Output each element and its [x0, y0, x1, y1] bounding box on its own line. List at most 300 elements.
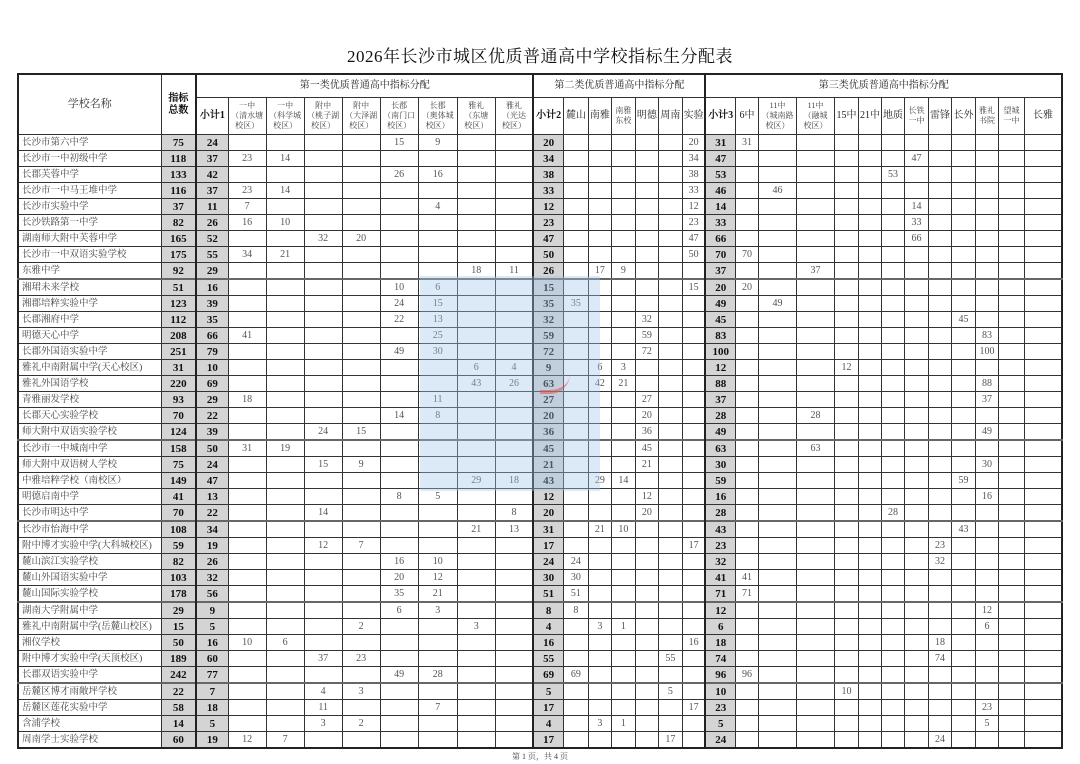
quota-cell-dt [457, 538, 495, 554]
quota-cell-sy: 15 [682, 279, 705, 296]
quota-cell-kxc: 21 [266, 247, 304, 263]
school-name-cell: 长沙市怡海中学 [18, 521, 161, 538]
col-header-z15: 15中 [834, 98, 858, 135]
quota-cell-dz [881, 199, 904, 215]
quota-cell-z6 [735, 732, 758, 749]
quota-cell-s1: 9 [196, 602, 228, 619]
quota-cell-wc [998, 586, 1024, 603]
quota-cell-aot: 13 [418, 312, 457, 328]
quota-cell-ct [904, 554, 928, 570]
quota-cell-z21 [858, 521, 881, 538]
quota-cell-s3: 28 [705, 505, 735, 522]
quota-cell-cy [1025, 505, 1063, 522]
quota-cell-dzh [342, 360, 380, 376]
quota-cell-zn [658, 667, 682, 684]
quota-cell-gd: 11 [495, 263, 533, 280]
quota-cell-lf: 32 [928, 554, 951, 570]
quota-cell-tzh [304, 328, 342, 344]
quota-cell-tzh [304, 570, 342, 586]
quota-cell-z6 [735, 312, 758, 328]
quota-cell-cn11 [758, 457, 796, 473]
quota-cell-lf: 24 [928, 732, 951, 749]
quota-cell-ct [904, 716, 928, 732]
quota-cell-rc11 [796, 457, 834, 473]
quota-cell-ct [904, 312, 928, 328]
quota-cell-wc [998, 167, 1024, 183]
quota-cell-zn [658, 586, 682, 603]
quota-cell-cw [951, 700, 975, 716]
quota-cell-s3: 28 [705, 408, 735, 424]
quota-cell-rc11: 28 [796, 408, 834, 424]
quota-cell-ny [588, 247, 611, 263]
table-row [18, 408, 1062, 424]
quota-cell-cw [951, 667, 975, 684]
quota-cell-lf [928, 489, 951, 505]
quota-cell-s2: 4 [533, 716, 563, 732]
quota-cell-md [635, 602, 658, 619]
table-row [18, 538, 1062, 554]
table-row [18, 312, 1062, 328]
quota-cell-s1: 5 [196, 619, 228, 635]
quota-cell-sy [682, 554, 705, 570]
quota-cell-zn [658, 602, 682, 619]
school-name-cell: 岳麓区莲花实验中学 [18, 700, 161, 716]
quota-cell-kxc [266, 296, 304, 312]
quota-cell-rc11 [796, 473, 834, 489]
quota-cell-nydx [611, 408, 635, 424]
quota-cell-dz [881, 344, 904, 360]
quota-cell-md [635, 619, 658, 635]
quota-cell-dt [457, 328, 495, 344]
quota-cell-dz: 28 [881, 505, 904, 522]
quota-cell-s2: 69 [533, 667, 563, 684]
quota-cell-tzh [304, 247, 342, 263]
quota-cell-kxc [266, 505, 304, 522]
quota-cell-md: 20 [635, 408, 658, 424]
quota-cell-ny [588, 199, 611, 215]
quota-cell-wc [998, 199, 1024, 215]
quota-cell-rc11 [796, 716, 834, 732]
quota-cell-cy [1025, 700, 1063, 716]
quota-cell-md [635, 135, 658, 151]
page-title: 2026年长沙市城区优质普通高中学校指标生分配表 [347, 47, 733, 66]
quota-cell-aot: 10 [418, 554, 457, 570]
quota-cell-cy [1025, 651, 1063, 667]
quota-cell-nydx [611, 732, 635, 749]
quota-cell-ct [904, 586, 928, 603]
quota-cell-ny [588, 570, 611, 586]
quota-cell-zn [658, 619, 682, 635]
quota-cell-nydx [611, 683, 635, 700]
quota-cell-qst: 7 [228, 199, 266, 215]
quota-cell-nydx [611, 586, 635, 603]
quota-cell-ls: 69 [563, 667, 588, 684]
quota-cell-aot [418, 440, 457, 457]
quota-cell-s2: 9 [533, 360, 563, 376]
quota-cell-s1: 52 [196, 231, 228, 247]
quota-cell-lf [928, 183, 951, 199]
col-header-ny: 南雅 [588, 98, 611, 135]
quota-cell-lf [928, 408, 951, 424]
quota-cell-z21 [858, 424, 881, 441]
quota-cell-ls [563, 473, 588, 489]
quota-cell-s2: 30 [533, 570, 563, 586]
quota-cell-rc11 [796, 376, 834, 392]
quota-cell-zn [658, 344, 682, 360]
quota-cell-dz [881, 296, 904, 312]
quota-cell-s2: 20 [533, 505, 563, 522]
quota-cell-ny [588, 424, 611, 441]
quota-cell-tzh [304, 440, 342, 457]
total-quota-cell: 15 [161, 619, 196, 635]
quota-cell-sy [682, 392, 705, 408]
quota-cell-nydx [611, 554, 635, 570]
quota-cell-lf [928, 279, 951, 296]
quota-cell-cy [1025, 328, 1063, 344]
quota-cell-dt [457, 602, 495, 619]
school-name-cell: 师大附中双语树人学校 [18, 457, 161, 473]
total-quota-cell: 37 [161, 199, 196, 215]
quota-cell-md: 12 [635, 489, 658, 505]
quota-cell-cw: 59 [951, 473, 975, 489]
quota-cell-ylsy: 23 [975, 700, 998, 716]
table-row [18, 700, 1062, 716]
quota-cell-sy [682, 473, 705, 489]
quota-cell-ct [904, 683, 928, 700]
quota-cell-s2: 38 [533, 167, 563, 183]
quota-cell-tzh: 3 [304, 716, 342, 732]
quota-cell-aot [418, 231, 457, 247]
quota-cell-ls [563, 135, 588, 151]
quota-cell-qst [228, 360, 266, 376]
quota-cell-lf [928, 376, 951, 392]
quota-cell-nydx [611, 151, 635, 167]
quota-cell-z6 [735, 489, 758, 505]
quota-cell-md [635, 538, 658, 554]
quota-cell-cw [951, 183, 975, 199]
quota-cell-rc11 [796, 167, 834, 183]
quota-cell-dt [457, 489, 495, 505]
quota-cell-tzh: 32 [304, 231, 342, 247]
quota-cell-dzh [342, 489, 380, 505]
quota-cell-z15 [834, 602, 858, 619]
quota-cell-nydx [611, 457, 635, 473]
quota-cell-z6 [735, 215, 758, 231]
quota-cell-sy [682, 440, 705, 457]
quota-cell-nmk [380, 700, 418, 716]
quota-cell-rc11 [796, 296, 834, 312]
quota-cell-s1: 35 [196, 312, 228, 328]
quota-cell-qst [228, 344, 266, 360]
school-name-cell: 长沙市一中双语实验学校 [18, 247, 161, 263]
quota-cell-s3: 49 [705, 296, 735, 312]
quota-cell-ct [904, 570, 928, 586]
quota-cell-tzh [304, 151, 342, 167]
quota-cell-ylsy: 12 [975, 602, 998, 619]
quota-cell-s1: 16 [196, 635, 228, 651]
quota-cell-gd [495, 167, 533, 183]
quota-cell-dzh [342, 247, 380, 263]
quota-cell-dt [457, 215, 495, 231]
quota-cell-s3: 83 [705, 328, 735, 344]
quota-cell-cw [951, 231, 975, 247]
quota-cell-s3: 23 [705, 700, 735, 716]
quota-cell-md [635, 360, 658, 376]
quota-cell-cy [1025, 586, 1063, 603]
quota-cell-wc [998, 263, 1024, 280]
quota-cell-s2: 43 [533, 473, 563, 489]
quota-cell-dzh: 2 [342, 716, 380, 732]
quota-cell-cw [951, 538, 975, 554]
quota-cell-dt [457, 667, 495, 684]
total-quota-cell: 70 [161, 505, 196, 522]
quota-cell-zn [658, 151, 682, 167]
quota-cell-dt [457, 683, 495, 700]
quota-cell-ny [588, 167, 611, 183]
quota-cell-s3: 23 [705, 538, 735, 554]
quota-cell-z21 [858, 586, 881, 603]
quota-cell-qst [228, 424, 266, 441]
quota-cell-s3: 45 [705, 312, 735, 328]
quota-cell-s3: 6 [705, 619, 735, 635]
quota-cell-kxc [266, 424, 304, 441]
quota-cell-rc11 [796, 505, 834, 522]
quota-cell-z15 [834, 505, 858, 522]
quota-cell-zn: 17 [658, 732, 682, 749]
quota-cell-aot: 12 [418, 570, 457, 586]
quota-cell-cn11 [758, 716, 796, 732]
quota-cell-cn11 [758, 440, 796, 457]
quota-cell-tzh [304, 183, 342, 199]
total-quota-cell: 103 [161, 570, 196, 586]
quota-cell-ct [904, 376, 928, 392]
quota-cell-ylsy: 6 [975, 619, 998, 635]
quota-cell-s1: 37 [196, 151, 228, 167]
quota-cell-md [635, 263, 658, 280]
quota-cell-wc [998, 602, 1024, 619]
quota-cell-z21 [858, 457, 881, 473]
quota-cell-aot [418, 505, 457, 522]
quota-cell-lf [928, 683, 951, 700]
quota-cell-cn11 [758, 408, 796, 424]
quota-cell-lf [928, 457, 951, 473]
quota-cell-tzh [304, 635, 342, 651]
table-row [18, 716, 1062, 732]
quota-cell-s1: 77 [196, 667, 228, 684]
group-header-class3: 第三类优质普通高中指标分配 [705, 74, 1062, 98]
quota-cell-s1: 32 [196, 570, 228, 586]
quota-cell-cw [951, 619, 975, 635]
quota-cell-kxc [266, 570, 304, 586]
quota-cell-nydx [611, 279, 635, 296]
school-name-cell: 长沙市一中初级中学 [18, 151, 161, 167]
quota-cell-dt [457, 440, 495, 457]
school-name-cell: 湘仪学校 [18, 635, 161, 651]
quota-cell-ct [904, 521, 928, 538]
quota-cell-ylsy [975, 554, 998, 570]
quota-cell-cy [1025, 440, 1063, 457]
quota-cell-z6 [735, 619, 758, 635]
quota-cell-dz [881, 135, 904, 151]
quota-cell-zn [658, 215, 682, 231]
quota-cell-tzh [304, 279, 342, 296]
quota-cell-cy [1025, 732, 1063, 749]
quota-cell-ylsy [975, 231, 998, 247]
quota-cell-ct: 14 [904, 199, 928, 215]
quota-cell-tzh [304, 135, 342, 151]
quota-cell-sy: 38 [682, 167, 705, 183]
quota-cell-cw [951, 247, 975, 263]
table-row [18, 602, 1062, 619]
quota-cell-dt [457, 392, 495, 408]
total-quota-cell: 14 [161, 716, 196, 732]
quota-cell-gd [495, 135, 533, 151]
quota-cell-s3: 46 [705, 183, 735, 199]
quota-cell-ct [904, 408, 928, 424]
quota-cell-gd [495, 716, 533, 732]
quota-cell-zn [658, 231, 682, 247]
quota-cell-qst [228, 570, 266, 586]
quota-cell-s3: 37 [705, 263, 735, 280]
quota-cell-aot: 16 [418, 167, 457, 183]
quota-cell-kxc: 19 [266, 440, 304, 457]
quota-cell-z15 [834, 279, 858, 296]
quota-cell-zn [658, 392, 682, 408]
quota-cell-gd [495, 440, 533, 457]
quota-cell-qst [228, 683, 266, 700]
total-quota-cell: 112 [161, 312, 196, 328]
quota-cell-cn11 [758, 521, 796, 538]
quota-cell-cy [1025, 360, 1063, 376]
quota-cell-dzh: 7 [342, 538, 380, 554]
quota-cell-dzh [342, 440, 380, 457]
quota-cell-sy [682, 651, 705, 667]
quota-cell-gd [495, 408, 533, 424]
quota-cell-cn11 [758, 602, 796, 619]
quota-cell-z21 [858, 732, 881, 749]
col-header-dt: 雅礼 （东塘 校区） [457, 98, 495, 135]
quota-cell-dz [881, 247, 904, 263]
quota-cell-cw [951, 376, 975, 392]
quota-cell-ct [904, 440, 928, 457]
quota-cell-z6: 96 [735, 667, 758, 684]
quota-cell-z6 [735, 199, 758, 215]
quota-cell-lf [928, 392, 951, 408]
quota-cell-ny: 21 [588, 521, 611, 538]
quota-cell-cy [1025, 392, 1063, 408]
total-quota-cell: 208 [161, 328, 196, 344]
quota-cell-s2: 12 [533, 199, 563, 215]
quota-cell-dt [457, 700, 495, 716]
quota-cell-z21 [858, 700, 881, 716]
quota-cell-z6: 70 [735, 247, 758, 263]
quota-cell-cw [951, 732, 975, 749]
quota-cell-dz [881, 457, 904, 473]
quota-cell-ylsy [975, 296, 998, 312]
quota-cell-qst [228, 167, 266, 183]
quota-cell-z6 [735, 167, 758, 183]
quota-cell-dz [881, 489, 904, 505]
quota-cell-sy [682, 376, 705, 392]
quota-cell-z6 [735, 328, 758, 344]
quota-cell-s3: 31 [705, 135, 735, 151]
quota-cell-dzh [342, 183, 380, 199]
quota-cell-kxc [266, 199, 304, 215]
quota-cell-ny [588, 651, 611, 667]
quota-cell-s2: 36 [533, 424, 563, 441]
quota-cell-ny [588, 489, 611, 505]
quota-cell-aot: 15 [418, 296, 457, 312]
school-name-cell: 周南学士实验学校 [18, 732, 161, 749]
quota-cell-dz [881, 586, 904, 603]
quota-cell-md [635, 199, 658, 215]
quota-cell-ny [588, 183, 611, 199]
quota-cell-ylsy [975, 199, 998, 215]
quota-cell-dzh [342, 279, 380, 296]
quota-cell-kxc [266, 619, 304, 635]
table-row [18, 328, 1062, 344]
quota-cell-kxc [266, 279, 304, 296]
quota-cell-s1: 11 [196, 199, 228, 215]
quota-cell-ct: 47 [904, 151, 928, 167]
quota-cell-z15 [834, 440, 858, 457]
quota-cell-gd [495, 683, 533, 700]
quota-cell-dzh [342, 700, 380, 716]
quota-cell-dzh: 3 [342, 683, 380, 700]
quota-cell-ls [563, 263, 588, 280]
col-header-dzh: 附中 （大泽湖 校区） [342, 98, 380, 135]
quota-cell-s3: 49 [705, 424, 735, 441]
quota-cell-aot [418, 215, 457, 231]
quota-cell-z6 [735, 424, 758, 441]
quota-cell-zn [658, 538, 682, 554]
quota-cell-cy [1025, 473, 1063, 489]
quota-cell-zn [658, 279, 682, 296]
quota-cell-lf: 74 [928, 651, 951, 667]
total-quota-cell: 165 [161, 231, 196, 247]
quota-cell-s2: 17 [533, 732, 563, 749]
col-header-cn11: 11中 （城南路 校区） [758, 98, 796, 135]
quota-cell-nydx: 21 [611, 376, 635, 392]
quota-cell-cw [951, 716, 975, 732]
quota-cell-ylsy [975, 732, 998, 749]
quota-cell-s3: 88 [705, 376, 735, 392]
quota-cell-rc11 [796, 360, 834, 376]
school-name-cell: 长沙市第六中学 [18, 135, 161, 151]
quota-cell-aot [418, 247, 457, 263]
quota-cell-rc11 [796, 279, 834, 296]
quota-cell-lf [928, 296, 951, 312]
quota-cell-ls [563, 521, 588, 538]
col-header-wc: 望城 一中 [998, 98, 1024, 135]
quota-cell-kxc [266, 602, 304, 619]
quota-cell-s2: 59 [533, 328, 563, 344]
quota-cell-tzh [304, 167, 342, 183]
quota-cell-dz [881, 538, 904, 554]
quota-cell-nydx [611, 651, 635, 667]
quota-cell-zn [658, 457, 682, 473]
quota-cell-dzh: 20 [342, 231, 380, 247]
quota-cell-lf [928, 199, 951, 215]
quota-cell-rc11: 37 [796, 263, 834, 280]
quota-cell-cw [951, 135, 975, 151]
quota-cell-kxc [266, 135, 304, 151]
quota-cell-ylsy [975, 360, 998, 376]
quota-cell-qst: 10 [228, 635, 266, 651]
quota-cell-wc [998, 505, 1024, 522]
quota-cell-lf [928, 263, 951, 280]
quota-cell-s2: 27 [533, 392, 563, 408]
